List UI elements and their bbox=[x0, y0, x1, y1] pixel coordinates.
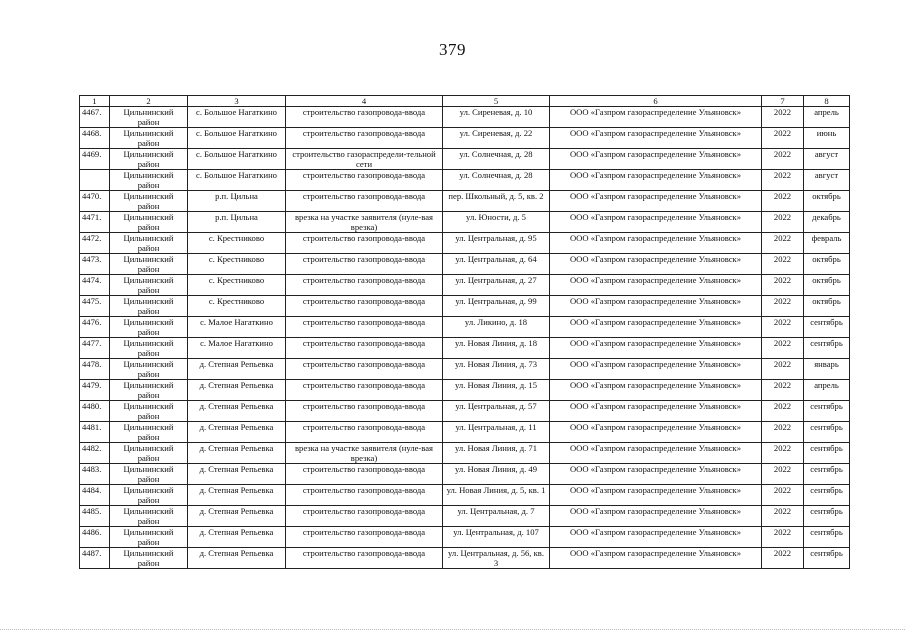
settlement-cell: с. Большое Нагаткино bbox=[188, 128, 286, 149]
district-cell: Цильнинский район bbox=[110, 527, 188, 548]
district-cell: Цильнинский район bbox=[110, 212, 188, 233]
month-cell: сентябрь bbox=[804, 506, 850, 527]
address-cell: ул. Новая Линия, д. 71 bbox=[443, 443, 550, 464]
district-cell: Цильнинский район bbox=[110, 422, 188, 443]
work-type-cell: строительство газопровода-ввода bbox=[286, 527, 443, 548]
organization-cell: ООО «Газпром газораспределение Ульяновск» bbox=[550, 464, 762, 485]
address-cell: ул. Центральная, д. 11 bbox=[443, 422, 550, 443]
work-type-cell: строительство газопровода-ввода bbox=[286, 506, 443, 527]
address-cell: ул. Центральная, д. 57 bbox=[443, 401, 550, 422]
work-type-cell: строительство газопровода-ввода bbox=[286, 170, 443, 191]
settlement-cell: д. Степная Репьевка bbox=[188, 359, 286, 380]
month-cell: декабрь bbox=[804, 212, 850, 233]
table-row bbox=[80, 233, 850, 254]
year-cell: 2022 bbox=[762, 527, 804, 548]
address-cell: ул. Центральная, д. 56, кв. 3 bbox=[443, 548, 550, 569]
settlement-cell: д. Степная Репьевка bbox=[188, 443, 286, 464]
row-number-cell: 4479. bbox=[80, 380, 110, 401]
address-cell: ул. Новая Линия, д. 15 bbox=[443, 380, 550, 401]
table-row bbox=[80, 107, 850, 128]
organization-cell: ООО «Газпром газораспределение Ульяновск» bbox=[550, 443, 762, 464]
organization-cell: ООО «Газпром газораспределение Ульяновск» bbox=[550, 548, 762, 569]
organization-cell: ООО «Газпром газораспределение Ульяновск» bbox=[550, 422, 762, 443]
year-cell: 2022 bbox=[762, 128, 804, 149]
address-cell: ул. Новая Линия, д. 18 bbox=[443, 338, 550, 359]
organization-cell: ООО «Газпром газораспределение Ульяновск» bbox=[550, 338, 762, 359]
table-row bbox=[80, 548, 850, 569]
row-number-cell: 4476. bbox=[80, 317, 110, 338]
organization-cell: ООО «Газпром газораспределение Ульяновск» bbox=[550, 506, 762, 527]
year-cell: 2022 bbox=[762, 464, 804, 485]
row-number-cell: 4467. bbox=[80, 107, 110, 128]
row-number-cell bbox=[80, 170, 110, 191]
work-type-cell: строительство газопровода-ввода bbox=[286, 191, 443, 212]
organization-cell: ООО «Газпром газораспределение Ульяновск» bbox=[550, 233, 762, 254]
year-cell: 2022 bbox=[762, 296, 804, 317]
month-cell: сентябрь bbox=[804, 548, 850, 569]
header-cell-4: 4 bbox=[286, 96, 443, 107]
header-cell-5: 5 bbox=[443, 96, 550, 107]
year-cell: 2022 bbox=[762, 233, 804, 254]
district-cell: Цильнинский район bbox=[110, 233, 188, 254]
organization-cell: ООО «Газпром газораспределение Ульяновск» bbox=[550, 317, 762, 338]
row-number-cell: 4469. bbox=[80, 149, 110, 170]
address-cell: ул. Центральная, д. 95 bbox=[443, 233, 550, 254]
organization-cell: ООО «Газпром газораспределение Ульяновск» bbox=[550, 107, 762, 128]
district-cell: Цильнинский район bbox=[110, 107, 188, 128]
district-cell: Цильнинский район bbox=[110, 443, 188, 464]
month-cell: апрель bbox=[804, 380, 850, 401]
month-cell: январь bbox=[804, 359, 850, 380]
work-type-cell: строительство газопровода-ввода bbox=[286, 401, 443, 422]
month-cell: февраль bbox=[804, 233, 850, 254]
table-row bbox=[80, 338, 850, 359]
settlement-cell: с. Большое Нагаткино bbox=[188, 107, 286, 128]
address-cell: ул. Новая Линия, д. 73 bbox=[443, 359, 550, 380]
organization-cell: ООО «Газпром газораспределение Ульяновск» bbox=[550, 170, 762, 191]
work-type-cell: строительство газопровода-ввода bbox=[286, 548, 443, 569]
year-cell: 2022 bbox=[762, 212, 804, 233]
table-row bbox=[80, 485, 850, 506]
month-cell: июнь bbox=[804, 128, 850, 149]
year-cell: 2022 bbox=[762, 338, 804, 359]
month-cell: сентябрь bbox=[804, 443, 850, 464]
month-cell: октябрь bbox=[804, 254, 850, 275]
organization-cell: ООО «Газпром газораспределение Ульяновск» bbox=[550, 485, 762, 506]
table-row bbox=[80, 254, 850, 275]
settlement-cell: с. Крестниково bbox=[188, 254, 286, 275]
month-cell: сентябрь bbox=[804, 422, 850, 443]
settlement-cell: д. Степная Репьевка bbox=[188, 464, 286, 485]
header-cell-2: 2 bbox=[110, 96, 188, 107]
row-number-cell: 4470. bbox=[80, 191, 110, 212]
row-number-cell: 4483. bbox=[80, 464, 110, 485]
header-cell-1: 1 bbox=[80, 96, 110, 107]
row-number-cell: 4468. bbox=[80, 128, 110, 149]
organization-cell: ООО «Газпром газораспределение Ульяновск» bbox=[550, 212, 762, 233]
organization-cell: ООО «Газпром газораспределение Ульяновск» bbox=[550, 128, 762, 149]
year-cell: 2022 bbox=[762, 548, 804, 569]
row-number-cell: 4472. bbox=[80, 233, 110, 254]
row-number-cell: 4474. bbox=[80, 275, 110, 296]
settlement-cell: с. Большое Нагаткино bbox=[188, 149, 286, 170]
month-cell: сентябрь bbox=[804, 527, 850, 548]
table-row bbox=[80, 359, 850, 380]
table-row bbox=[80, 527, 850, 548]
header-cell-8: 8 bbox=[804, 96, 850, 107]
work-type-cell: врезка на участке заявителя (нуле-вая врезка) bbox=[286, 212, 443, 233]
year-cell: 2022 bbox=[762, 506, 804, 527]
table-row bbox=[80, 443, 850, 464]
month-cell: август bbox=[804, 149, 850, 170]
table-row bbox=[80, 170, 850, 191]
row-number-cell: 4473. bbox=[80, 254, 110, 275]
district-cell: Цильнинский район bbox=[110, 296, 188, 317]
table-row bbox=[80, 401, 850, 422]
year-cell: 2022 bbox=[762, 380, 804, 401]
district-cell: Цильнинский район bbox=[110, 275, 188, 296]
settlement-cell: д. Степная Репьевка bbox=[188, 527, 286, 548]
work-type-cell: строительство газораспредели-тельной сети bbox=[286, 149, 443, 170]
address-cell: ул. Сиреневая, д. 10 bbox=[443, 107, 550, 128]
district-cell: Цильнинский район bbox=[110, 149, 188, 170]
organization-cell: ООО «Газпром газораспределение Ульяновск» bbox=[550, 149, 762, 170]
district-cell: Цильнинский район bbox=[110, 506, 188, 527]
row-number-cell: 4480. bbox=[80, 401, 110, 422]
row-number-cell: 4486. bbox=[80, 527, 110, 548]
year-cell: 2022 bbox=[762, 317, 804, 338]
address-cell: ул. Солнечная, д. 28 bbox=[443, 170, 550, 191]
year-cell: 2022 bbox=[762, 401, 804, 422]
row-number-cell: 4481. bbox=[80, 422, 110, 443]
month-cell: сентябрь bbox=[804, 338, 850, 359]
address-cell: ул. Сиреневая, д. 22 bbox=[443, 128, 550, 149]
year-cell: 2022 bbox=[762, 485, 804, 506]
month-cell: сентябрь bbox=[804, 464, 850, 485]
district-cell: Цильнинский район bbox=[110, 254, 188, 275]
organization-cell: ООО «Газпром газораспределение Ульяновск» bbox=[550, 380, 762, 401]
page-number: 379 bbox=[439, 40, 466, 59]
settlement-cell: д. Степная Репьевка bbox=[188, 422, 286, 443]
district-cell: Цильнинский район bbox=[110, 317, 188, 338]
address-cell: ул. Новая Линия, д. 5, кв. 1 bbox=[443, 485, 550, 506]
address-cell: ул. Юности, д. 5 bbox=[443, 212, 550, 233]
address-cell: ул. Центральная, д. 27 bbox=[443, 275, 550, 296]
organization-cell: ООО «Газпром газораспределение Ульяновск» bbox=[550, 275, 762, 296]
table-row bbox=[80, 212, 850, 233]
year-cell: 2022 bbox=[762, 359, 804, 380]
year-cell: 2022 bbox=[762, 149, 804, 170]
settlement-cell: д. Степная Репьевка bbox=[188, 485, 286, 506]
year-cell: 2022 bbox=[762, 443, 804, 464]
address-cell: ул. Новая Линия, д. 49 bbox=[443, 464, 550, 485]
header-cell-3: 3 bbox=[188, 96, 286, 107]
address-cell: ул. Ликино, д. 18 bbox=[443, 317, 550, 338]
address-cell: ул. Центральная, д. 107 bbox=[443, 527, 550, 548]
organization-cell: ООО «Газпром газораспределение Ульяновск» bbox=[550, 191, 762, 212]
work-type-cell: строительство газопровода-ввода bbox=[286, 485, 443, 506]
month-cell: август bbox=[804, 170, 850, 191]
month-cell: сентябрь bbox=[804, 401, 850, 422]
table-row bbox=[80, 296, 850, 317]
work-type-cell: строительство газопровода-ввода bbox=[286, 254, 443, 275]
work-type-cell: строительство газопровода-ввода bbox=[286, 422, 443, 443]
district-cell: Цильнинский район bbox=[110, 128, 188, 149]
organization-cell: ООО «Газпром газораспределение Ульяновск» bbox=[550, 527, 762, 548]
settlement-cell: р.п. Цильна bbox=[188, 212, 286, 233]
work-type-cell: врезка на участке заявителя (нуле-вая врезка) bbox=[286, 443, 443, 464]
month-cell: октябрь bbox=[804, 275, 850, 296]
settlement-cell: д. Степная Репьевка bbox=[188, 548, 286, 569]
work-type-cell: строительство газопровода-ввода bbox=[286, 128, 443, 149]
row-number-cell: 4482. bbox=[80, 443, 110, 464]
row-number-cell: 4485. bbox=[80, 506, 110, 527]
work-type-cell: строительство газопровода-ввода bbox=[286, 233, 443, 254]
scan-edge bbox=[0, 629, 905, 633]
settlement-cell: д. Степная Репьевка bbox=[188, 380, 286, 401]
organization-cell: ООО «Газпром газораспределение Ульяновск» bbox=[550, 401, 762, 422]
address-cell: ул. Солнечная, д. 28 bbox=[443, 149, 550, 170]
row-number-cell: 4475. bbox=[80, 296, 110, 317]
year-cell: 2022 bbox=[762, 170, 804, 191]
year-cell: 2022 bbox=[762, 107, 804, 128]
district-cell: Цильнинский район bbox=[110, 401, 188, 422]
table-row bbox=[80, 464, 850, 485]
table-row bbox=[80, 191, 850, 212]
settlement-cell: с. Малое Нагаткино bbox=[188, 317, 286, 338]
month-cell: сентябрь bbox=[804, 317, 850, 338]
work-type-cell: строительство газопровода-ввода bbox=[286, 317, 443, 338]
table-row bbox=[80, 275, 850, 296]
settlement-cell: д. Степная Репьевка bbox=[188, 401, 286, 422]
district-cell: Цильнинский район bbox=[110, 359, 188, 380]
organization-cell: ООО «Газпром газораспределение Ульяновск» bbox=[550, 359, 762, 380]
header-cell-6: 6 bbox=[550, 96, 762, 107]
table-row bbox=[80, 317, 850, 338]
address-cell: ул. Центральная, д. 7 bbox=[443, 506, 550, 527]
organization-cell: ООО «Газпром газораспределение Ульяновск» bbox=[550, 296, 762, 317]
header-row bbox=[80, 96, 850, 107]
row-number-cell: 4484. bbox=[80, 485, 110, 506]
settlement-cell: д. Степная Репьевка bbox=[188, 506, 286, 527]
year-cell: 2022 bbox=[762, 254, 804, 275]
settlement-cell: р.п. Цильна bbox=[188, 191, 286, 212]
work-type-cell: строительство газопровода-ввода bbox=[286, 338, 443, 359]
settlement-cell: с. Большое Нагаткино bbox=[188, 170, 286, 191]
month-cell: октябрь bbox=[804, 191, 850, 212]
address-cell: ул. Центральная, д. 64 bbox=[443, 254, 550, 275]
settlement-cell: с. Крестниково bbox=[188, 275, 286, 296]
address-cell: пер. Школьный, д. 5, кв. 2 bbox=[443, 191, 550, 212]
work-type-cell: строительство газопровода-ввода bbox=[286, 464, 443, 485]
month-cell: апрель bbox=[804, 107, 850, 128]
year-cell: 2022 bbox=[762, 422, 804, 443]
work-type-cell: строительство газопровода-ввода bbox=[286, 107, 443, 128]
year-cell: 2022 bbox=[762, 275, 804, 296]
work-type-cell: строительство газопровода-ввода bbox=[286, 296, 443, 317]
district-cell: Цильнинский район bbox=[110, 380, 188, 401]
table-row bbox=[80, 128, 850, 149]
year-cell: 2022 bbox=[762, 191, 804, 212]
table-row bbox=[80, 380, 850, 401]
table-row bbox=[80, 422, 850, 443]
district-cell: Цильнинский район bbox=[110, 191, 188, 212]
district-cell: Цильнинский район bbox=[110, 485, 188, 506]
row-number-cell: 4478. bbox=[80, 359, 110, 380]
district-cell: Цильнинский район bbox=[110, 338, 188, 359]
header-cell-7: 7 bbox=[762, 96, 804, 107]
work-type-cell: строительство газопровода-ввода bbox=[286, 275, 443, 296]
settlement-cell: с. Крестниково bbox=[188, 233, 286, 254]
month-cell: сентябрь bbox=[804, 485, 850, 506]
table-row bbox=[80, 506, 850, 527]
district-cell: Цильнинский район bbox=[110, 548, 188, 569]
row-number-cell: 4487. bbox=[80, 548, 110, 569]
gas-plan-table bbox=[79, 95, 850, 569]
table-row bbox=[80, 149, 850, 170]
organization-cell: ООО «Газпром газораспределение Ульяновск» bbox=[550, 254, 762, 275]
row-number-cell: 4471. bbox=[80, 212, 110, 233]
row-number-cell: 4477. bbox=[80, 338, 110, 359]
district-cell: Цильнинский район bbox=[110, 464, 188, 485]
month-cell: октябрь bbox=[804, 296, 850, 317]
work-type-cell: строительство газопровода-ввода bbox=[286, 380, 443, 401]
settlement-cell: с. Крестниково bbox=[188, 296, 286, 317]
work-type-cell: строительство газопровода-ввода bbox=[286, 359, 443, 380]
district-cell: Цильнинский район bbox=[110, 170, 188, 191]
settlement-cell: с. Малое Нагаткино bbox=[188, 338, 286, 359]
address-cell: ул. Центральная, д. 99 bbox=[443, 296, 550, 317]
